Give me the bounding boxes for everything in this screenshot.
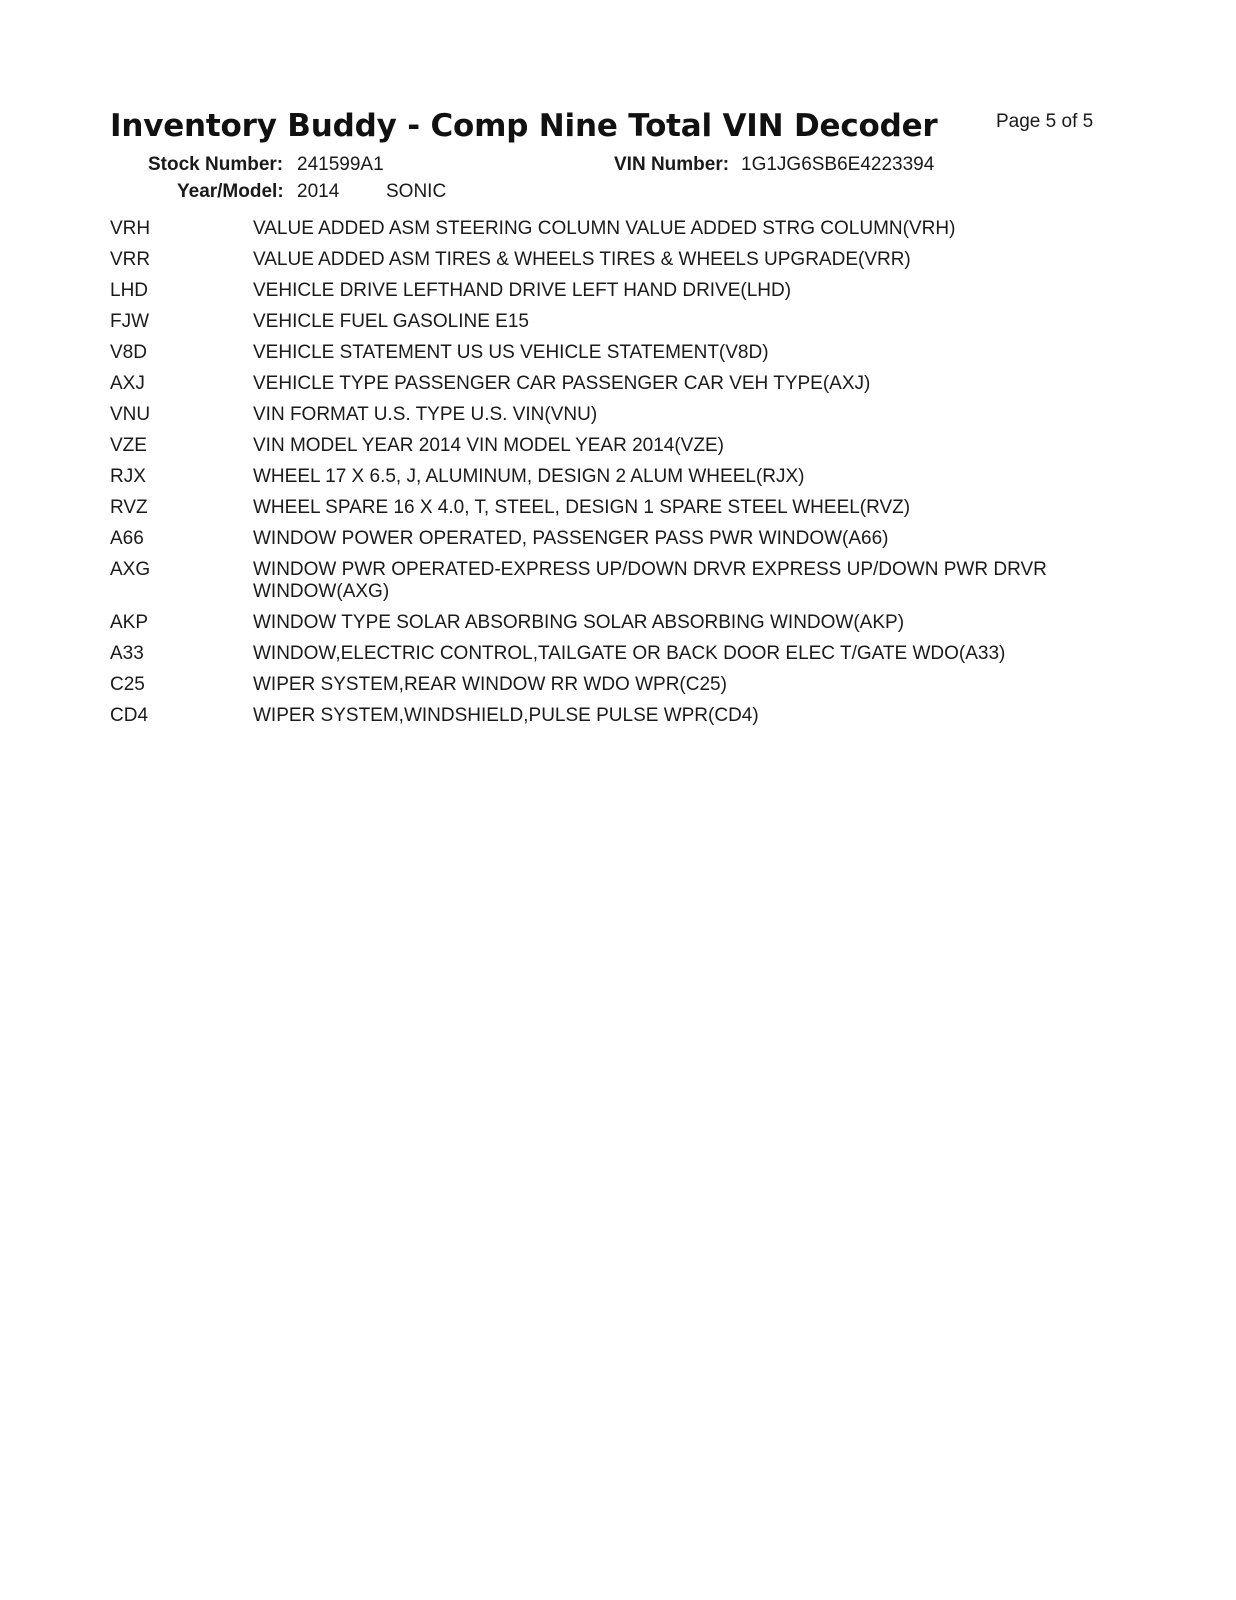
vin-number-label: VIN Number:	[614, 154, 730, 175]
list-item	[110, 311, 1110, 333]
option-description: VIN FORMAT U.S. TYPE U.S. VIN(VNU)	[253, 404, 598, 425]
option-description: VALUE ADDED ASM TIRES & WHEELS TIRES & WHEELS UPGRADE(VRR)	[253, 249, 911, 270]
model-value: SONIC	[386, 181, 447, 202]
option-description: WIPER SYSTEM,REAR WINDOW RR WDO WPR(C25)	[253, 674, 727, 695]
option-description: VEHICLE TYPE PASSENGER CAR PASSENGER CAR VEH TYPE(AXJ)	[253, 373, 871, 394]
list-item	[110, 674, 1110, 696]
option-description: WINDOW PWR OPERATED-EXPRESS UP/DOWN DRVR EXPRESS UP/DOWN PWR DRVR WINDOW(AXG)	[253, 559, 1047, 602]
option-code: FJW	[110, 311, 150, 332]
option-code-list	[110, 218, 1110, 736]
stock-number-label: Stock Number:	[148, 154, 284, 175]
option-description: WINDOW,ELECTRIC CONTROL,TAILGATE OR BACK DOOR ELEC T/GATE WDO(A33)	[253, 643, 1006, 664]
option-description: VEHICLE FUEL GASOLINE E15	[253, 311, 529, 332]
list-item	[110, 373, 1110, 395]
year-value: 2014	[297, 181, 340, 202]
option-code: A66	[110, 528, 144, 549]
vin-number-value: 1G1JG6SB6E4223394	[741, 154, 935, 175]
option-code: RJX	[110, 466, 146, 487]
option-code: AXG	[110, 559, 151, 580]
option-code: A33	[110, 643, 144, 664]
option-code: RVZ	[110, 497, 148, 518]
year-model-label: Year/Model:	[177, 181, 284, 202]
option-description: WHEEL 17 X 6.5, J, ALUMINUM, DESIGN 2 ALUM WHEEL(RJX)	[253, 466, 805, 487]
list-item	[110, 342, 1110, 364]
option-code: VZE	[110, 435, 147, 456]
option-description: VIN MODEL YEAR 2014 VIN MODEL YEAR 2014(VZE)	[253, 435, 724, 456]
report-title: Inventory Buddy - Comp Nine Total VIN Decoder	[110, 108, 938, 144]
option-description: VEHICLE STATEMENT US US VEHICLE STATEMENT(V8D)	[253, 342, 769, 363]
option-code: C25	[110, 674, 145, 695]
page-number: Page 5 of 5	[996, 111, 1094, 132]
list-item	[110, 435, 1110, 457]
option-description: WIPER SYSTEM,WINDSHIELD,PULSE PULSE WPR(CD4)	[253, 705, 759, 726]
option-code: AXJ	[110, 373, 145, 394]
list-item	[110, 280, 1110, 302]
list-item	[110, 612, 1110, 634]
option-code: AKP	[110, 612, 149, 633]
option-description: VEHICLE DRIVE LEFTHAND DRIVE LEFT HAND DRIVE(LHD)	[253, 280, 792, 301]
list-item	[110, 528, 1110, 550]
list-item	[110, 643, 1110, 665]
list-item	[110, 218, 1110, 240]
option-description: WHEEL SPARE 16 X 4.0, T, STEEL, DESIGN 1 SPARE STEEL WHEEL(RVZ)	[253, 497, 911, 518]
option-description: WINDOW POWER OPERATED, PASSENGER PASS PWR WINDOW(A66)	[253, 528, 889, 549]
option-code: VRH	[110, 218, 151, 239]
option-code: V8D	[110, 342, 147, 363]
option-code: VNU	[110, 404, 151, 425]
list-item	[110, 466, 1110, 488]
list-item	[110, 705, 1110, 727]
option-code: LHD	[110, 280, 149, 301]
option-description: WINDOW TYPE SOLAR ABSORBING SOLAR ABSORBING WINDOW(AKP)	[253, 612, 905, 633]
option-code: CD4	[110, 705, 149, 726]
option-description: VALUE ADDED ASM STEERING COLUMN VALUE ADDED STRG COLUMN(VRH)	[253, 218, 956, 239]
stock-number-value: 241599A1	[297, 154, 384, 175]
list-item	[110, 249, 1110, 271]
list-item	[110, 559, 1110, 603]
list-item	[110, 404, 1110, 426]
option-code: VRR	[110, 249, 151, 270]
list-item	[110, 497, 1110, 519]
